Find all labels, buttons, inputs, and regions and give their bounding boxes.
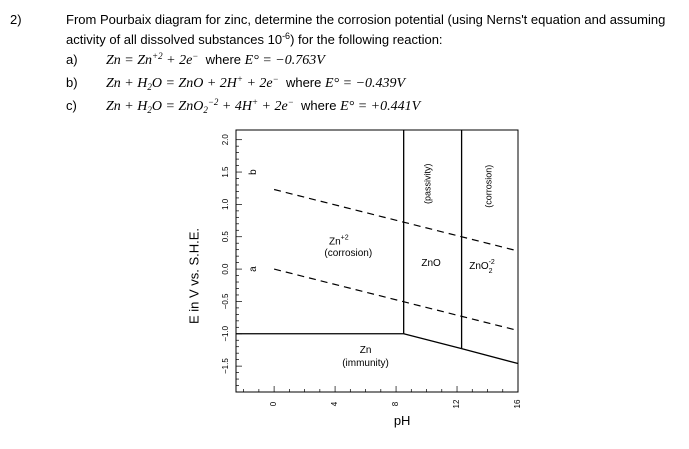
reaction-c-label: c) xyxy=(66,98,77,113)
x-tick-label: 0 xyxy=(269,401,279,407)
region-corrosion-label: (corrosion) xyxy=(483,164,494,208)
reaction-a-e0: E° = −0.763V xyxy=(244,53,325,68)
line-label-a: a xyxy=(248,266,260,272)
reaction-c-equation: $Zn + H_2O = ZnO_2^{-2} + 4H^+ + 2e^-$ xyxy=(106,97,294,115)
reaction-b-equation: $Zn + H_2O$ = ZnO + 2H+ + 2e− xyxy=(106,74,279,92)
y-tick-label: 1.0 xyxy=(221,198,231,210)
y-tick-label: 1.5 xyxy=(221,166,231,178)
region-zn-sublabel: (immunity) xyxy=(342,358,389,370)
x-tick-label: 4 xyxy=(330,401,340,407)
reaction-c-where: where xyxy=(301,98,337,113)
region-zno-label: ZnO xyxy=(421,257,441,269)
dashed-line-b xyxy=(274,190,518,251)
y-tick-label: 2.0 xyxy=(221,134,231,146)
boundary-line xyxy=(462,349,518,364)
region-zn-label: Zn xyxy=(359,345,372,357)
dashed-line-a xyxy=(274,269,518,330)
x-tick-label: 12 xyxy=(452,399,462,409)
x-tick-label: 16 xyxy=(513,399,523,409)
region-zno2-label: ZnO$_2$-2 xyxy=(469,259,495,276)
x-axis-label: pH xyxy=(393,413,411,428)
y-tick-label: −1.0 xyxy=(221,325,231,342)
region-zn2-label: $Zn^{+2}$ xyxy=(328,234,349,248)
region-passivity-label: (passivity) xyxy=(422,163,433,204)
reaction-b-label: b) xyxy=(66,75,78,90)
y-tick-label: 0.0 xyxy=(221,263,231,275)
x-tick-label: 8 xyxy=(391,401,401,407)
y-tick-label: 0.5 xyxy=(221,231,231,243)
y-tick-label: −1.5 xyxy=(221,358,231,375)
reaction-b-where: where xyxy=(285,75,322,90)
reaction-b-e0: E° = −0.439V xyxy=(325,76,406,91)
intro-exponent: -6 xyxy=(282,31,291,41)
reaction-a-equation: $Zn = Zn^{+2} + 2e^-$ xyxy=(106,51,199,68)
intro-text-2: ) for the following reaction: xyxy=(290,32,443,47)
boundary-line xyxy=(404,334,462,349)
question-number: 2) xyxy=(10,12,22,27)
reaction-c-e0: E° = +0.441V xyxy=(340,99,421,114)
reaction-a-where: where xyxy=(205,52,242,67)
region-zn2-sublabel: (corrosion) xyxy=(324,248,373,260)
y-tick-label: −0.5 xyxy=(221,293,231,310)
y-axis-label: E in V vs. S.H.E. xyxy=(186,227,202,325)
line-label-b: b xyxy=(248,169,260,175)
intro-text-1: From Pourbaix diagram for zinc, determine the corrosion potential (using Nerns't equation and assuming activity of all dissolved substances 10 xyxy=(66,12,666,47)
reaction-a-label: a) xyxy=(66,52,78,67)
